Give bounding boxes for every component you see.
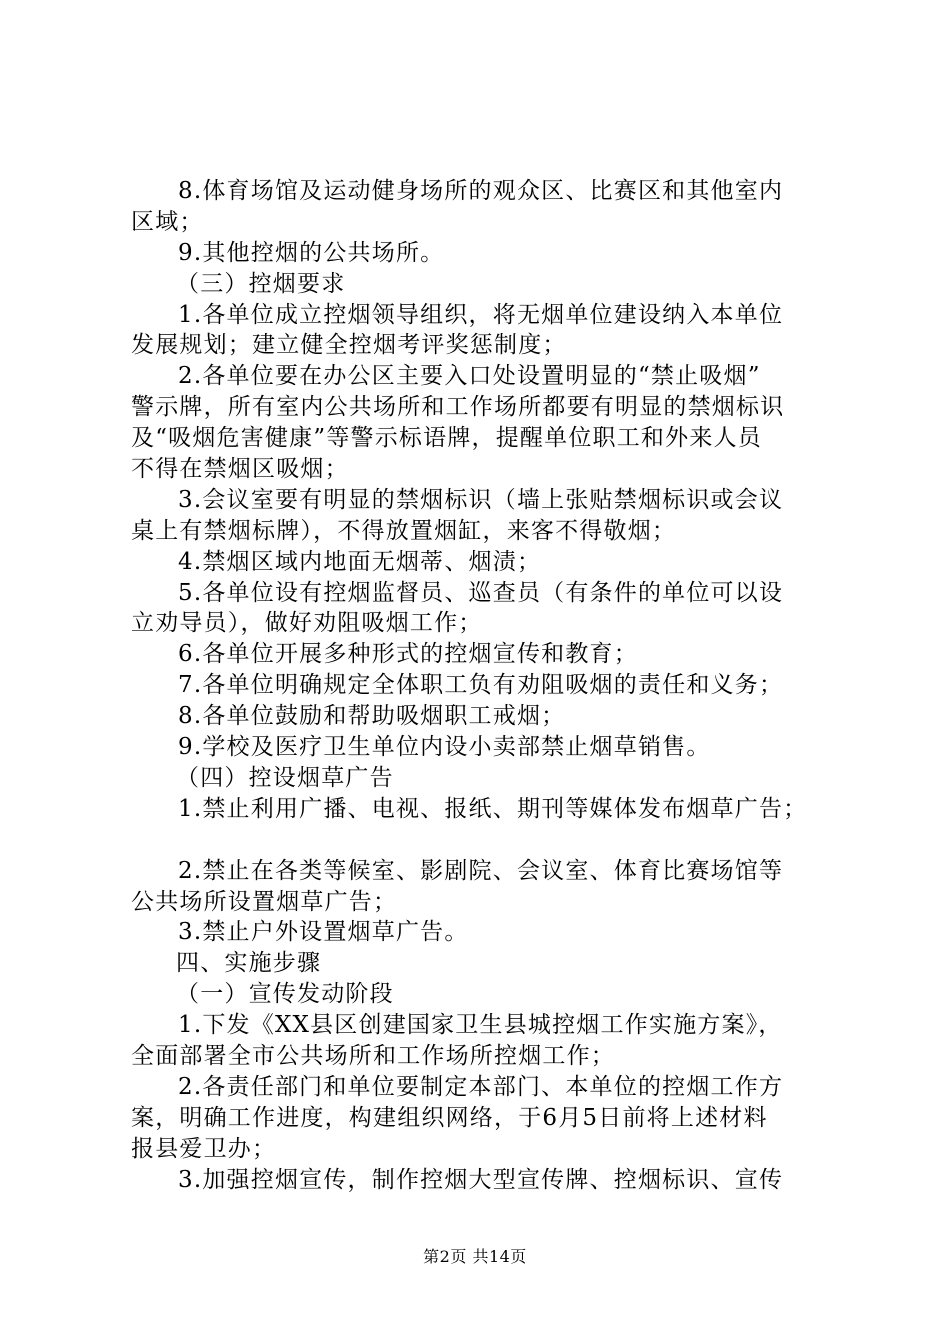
paragraph-line: 9.其他控烟的公共场所。 — [178, 239, 445, 266]
paragraph-line: 2.禁止在各类等候室、影剧院、会议室、体育比赛场馆等 — [178, 857, 784, 884]
paragraph-line: 不得在禁烟区吸烟； — [131, 456, 349, 483]
paragraph-line: 5.各单位设有控烟监督员、巡查员（有条件的单位可以设 — [178, 579, 784, 606]
paragraph-line: 9.学校及医疗卫生单位内设小卖部禁止烟草销售。 — [178, 734, 711, 761]
paragraph-line: 3.会议室要有明显的禁烟标识（墙上张贴禁烟标识或会议 — [178, 486, 784, 513]
paragraph-line: 3.加强控烟宣传，制作控烟大型宣传牌、控烟标识、宣传 — [178, 1166, 784, 1193]
paragraph-line: 发展规划；建立健全控烟考评奖惩制度； — [131, 332, 567, 359]
paragraph-line: 1.禁止利用广播、电视、报纸、期刊等媒体发布烟草广告； — [178, 795, 808, 822]
paragraph-line: 及“吸烟危害健康”等警示标语牌，提醒单位职工和外来人员 — [131, 425, 762, 452]
section-heading: （三）控烟要求 — [176, 270, 346, 297]
paragraph-line: 6.各单位开展多种形式的控烟宣传和教育； — [178, 641, 638, 668]
paragraph-line: 全面部署全市公共场所和工作场所控烟工作； — [131, 1043, 615, 1070]
paragraph-line: 警示牌，所有室内公共场所和工作场所都要有明显的禁烟标识 — [131, 394, 785, 421]
paragraph-line: 桌上有禁烟标牌），不得放置烟缸，来客不得敬烟； — [131, 517, 677, 544]
paragraph-line: 3.禁止户外设置烟草广告。 — [178, 919, 469, 946]
paragraph-line: 4.禁烟区域内地面无烟蒂、烟渍； — [178, 548, 542, 575]
paragraph-line: 1.各单位成立控烟领导组织，将无烟单位建设纳入本单位 — [178, 301, 784, 328]
section-heading: （四）控设烟草广告 — [176, 764, 394, 791]
document-body — [131, 176, 843, 1196]
section-heading: 四、实施步骤 — [176, 950, 322, 977]
paragraph-line: 公共场所设置烟草广告； — [131, 888, 398, 915]
page-number-footer: 第2页 共14页 — [423, 1247, 527, 1266]
paragraph-line: 8.体育场馆及运动健身场所的观众区、比赛区和其他室内 — [178, 178, 784, 204]
paragraph-line: 2.各单位要在办公区主要入口处设置明显的“禁止吸烟” — [178, 363, 761, 390]
paragraph-line: 7.各单位明确规定全体职工负有劝阻吸烟的责任和义务； — [178, 672, 784, 699]
paragraph-line: 区域； — [131, 208, 204, 235]
paragraph-line: 2.各责任部门和单位要制定本部门、本单位的控烟工作方 — [178, 1073, 784, 1100]
section-heading: （一）宣传发动阶段 — [176, 981, 394, 1008]
paragraph-line: 案，明确工作进度，构建组织网络，于6月5日前将上述材料 — [131, 1104, 768, 1131]
paragraph-line: 报县爱卫办； — [131, 1135, 277, 1162]
paragraph-line: 立劝导员），做好劝阻吸烟工作； — [131, 610, 483, 637]
paragraph-line: 8.各单位鼓励和帮助吸烟职工戒烟； — [178, 703, 566, 730]
paragraph-line: 1.下发《XX县区创建国家卫生县城控烟工作实施方案》， — [178, 1012, 783, 1039]
